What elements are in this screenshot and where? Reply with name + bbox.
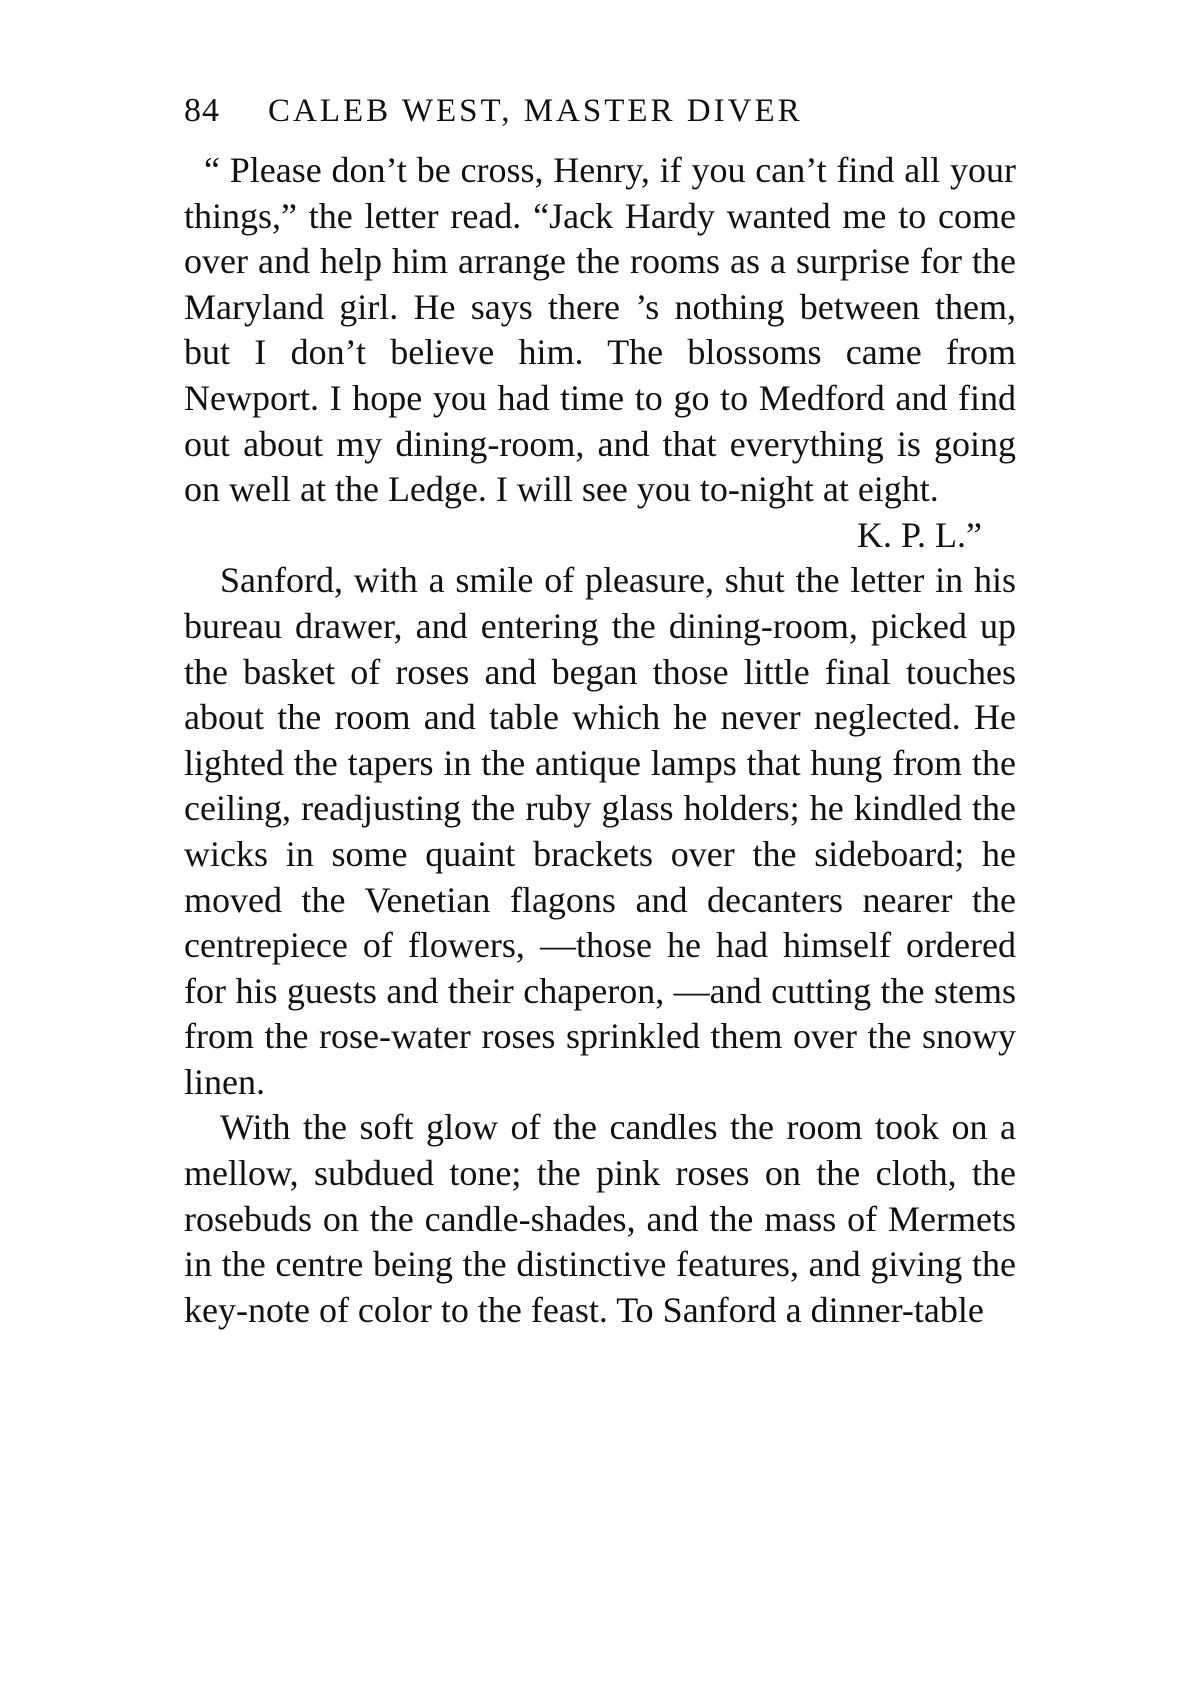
body-text xyxy=(184,148,1016,1333)
paragraph-candle-glow: With the soft glow of the candles the room took on a mellow, subdued tone; the pink roses on the cloth, the rosebuds on the candle-shades, and the mass of Mermets in the centre being the distinctive features, and giving the key-note of color to the feast. To Sanford a dinner-table xyxy=(184,1107,1016,1330)
book-title: CALEB WEST, MASTER DIVER xyxy=(268,93,803,129)
letter-signature: K. P. L.” xyxy=(857,514,982,555)
paragraph-sanford-roses: Sanford, with a smile of pleasure, shut the letter in his bureau drawer, and entering the dining-room, picked up the basket of roses and began those little final touches about the room and table which he never neglected. He lighted the tapers in the antique lamps that hung from the ceiling, readjusting the ruby glass holders; he kindled the wicks in some quaint brackets over the sideboard; he moved the Venetian flagons and decanters nearer the centrepiece of flowers, —those he had himself ordered for his guests and their chaperon, —and cutting the stems from the rose-water roses sprinkled them over the snowy linen. xyxy=(184,560,1016,1102)
page-number: 84 xyxy=(184,92,220,129)
letter-paragraph: “ Please don’t be cross, Henry, if you can’t find all your things,” the letter read. “Jack Hardy wanted me to come over and help him arrange the rooms as a surprise for the Maryland girl. He says there ’s nothing between them, but I don’t believe him. The blossoms came from Newport. I hope you had time to go to Medford and find out about my dining-room, and that everything is going on well at the Ledge. I will see you to-night at eight. xyxy=(184,150,1016,510)
running-head xyxy=(184,92,1016,148)
book-page xyxy=(184,92,1016,1333)
